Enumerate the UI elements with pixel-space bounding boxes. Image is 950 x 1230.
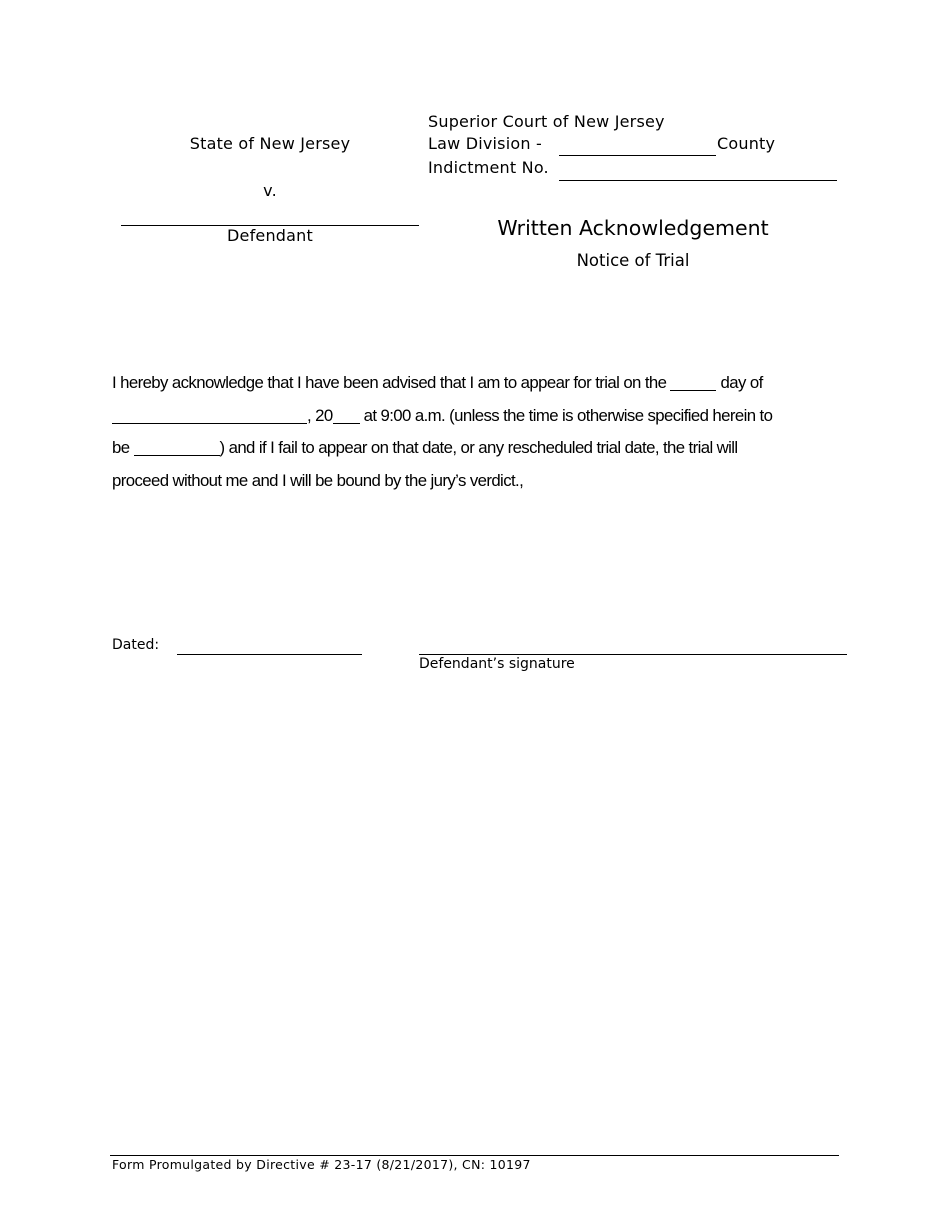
signature-line[interactable] [419,654,847,655]
paragraph-line-1 [112,367,842,400]
county-name-line[interactable] [559,155,716,156]
paragraph-line-4 [112,465,842,498]
acknowledgement-paragraph [112,367,842,497]
paragraph-text-4: at 9:00 a.m. (unless the time is otherwise specified herein to [363,405,773,425]
footer-text: Form Promulgated by Directive # 23-17 (8/21/2017), CN: 10197 [112,1157,531,1172]
footer-rule [110,1155,839,1156]
court-name: Superior Court of New Jersey [428,112,665,131]
trial-day-blank[interactable] [670,374,716,391]
dated-label: Dated: [112,637,160,653]
defendant-label: Defendant [227,226,313,245]
indictment-number-line[interactable] [559,180,837,181]
trial-year-blank[interactable] [333,407,360,424]
paragraph-text-5: be [112,438,130,457]
law-division-label: Law Division - [428,134,542,153]
plaintiff-name: State of New Jersey [189,134,351,153]
signature-label: Defendant’s signature [419,656,575,672]
form-subtitle: Notice of Trial [576,251,690,270]
indictment-label: Indictment No. [428,158,549,177]
paragraph-text-8: , [519,470,524,490]
paragraph-text-3: , 20 [307,405,333,425]
paragraph-text-7: proceed without me and I will be bound by the jury’s verdict. [112,470,520,490]
paragraph-text-6: ) and if I fail to appear on that date, or any rescheduled trial date, the trial will [219,438,738,457]
form-title: Written Acknowledgement [497,216,769,240]
trial-time-blank[interactable] [134,439,220,456]
paragraph-text-2: day of [720,373,763,392]
versus-label: v. [263,181,277,200]
date-line[interactable] [177,654,362,655]
county-label: County [717,134,776,153]
paragraph-line-3 [112,432,842,465]
paragraph-text-1: I hereby acknowledge that I have been advised that I am to appear for trial on the [112,373,667,392]
paragraph-line-2 [112,400,842,433]
trial-month-blank[interactable] [112,407,307,424]
